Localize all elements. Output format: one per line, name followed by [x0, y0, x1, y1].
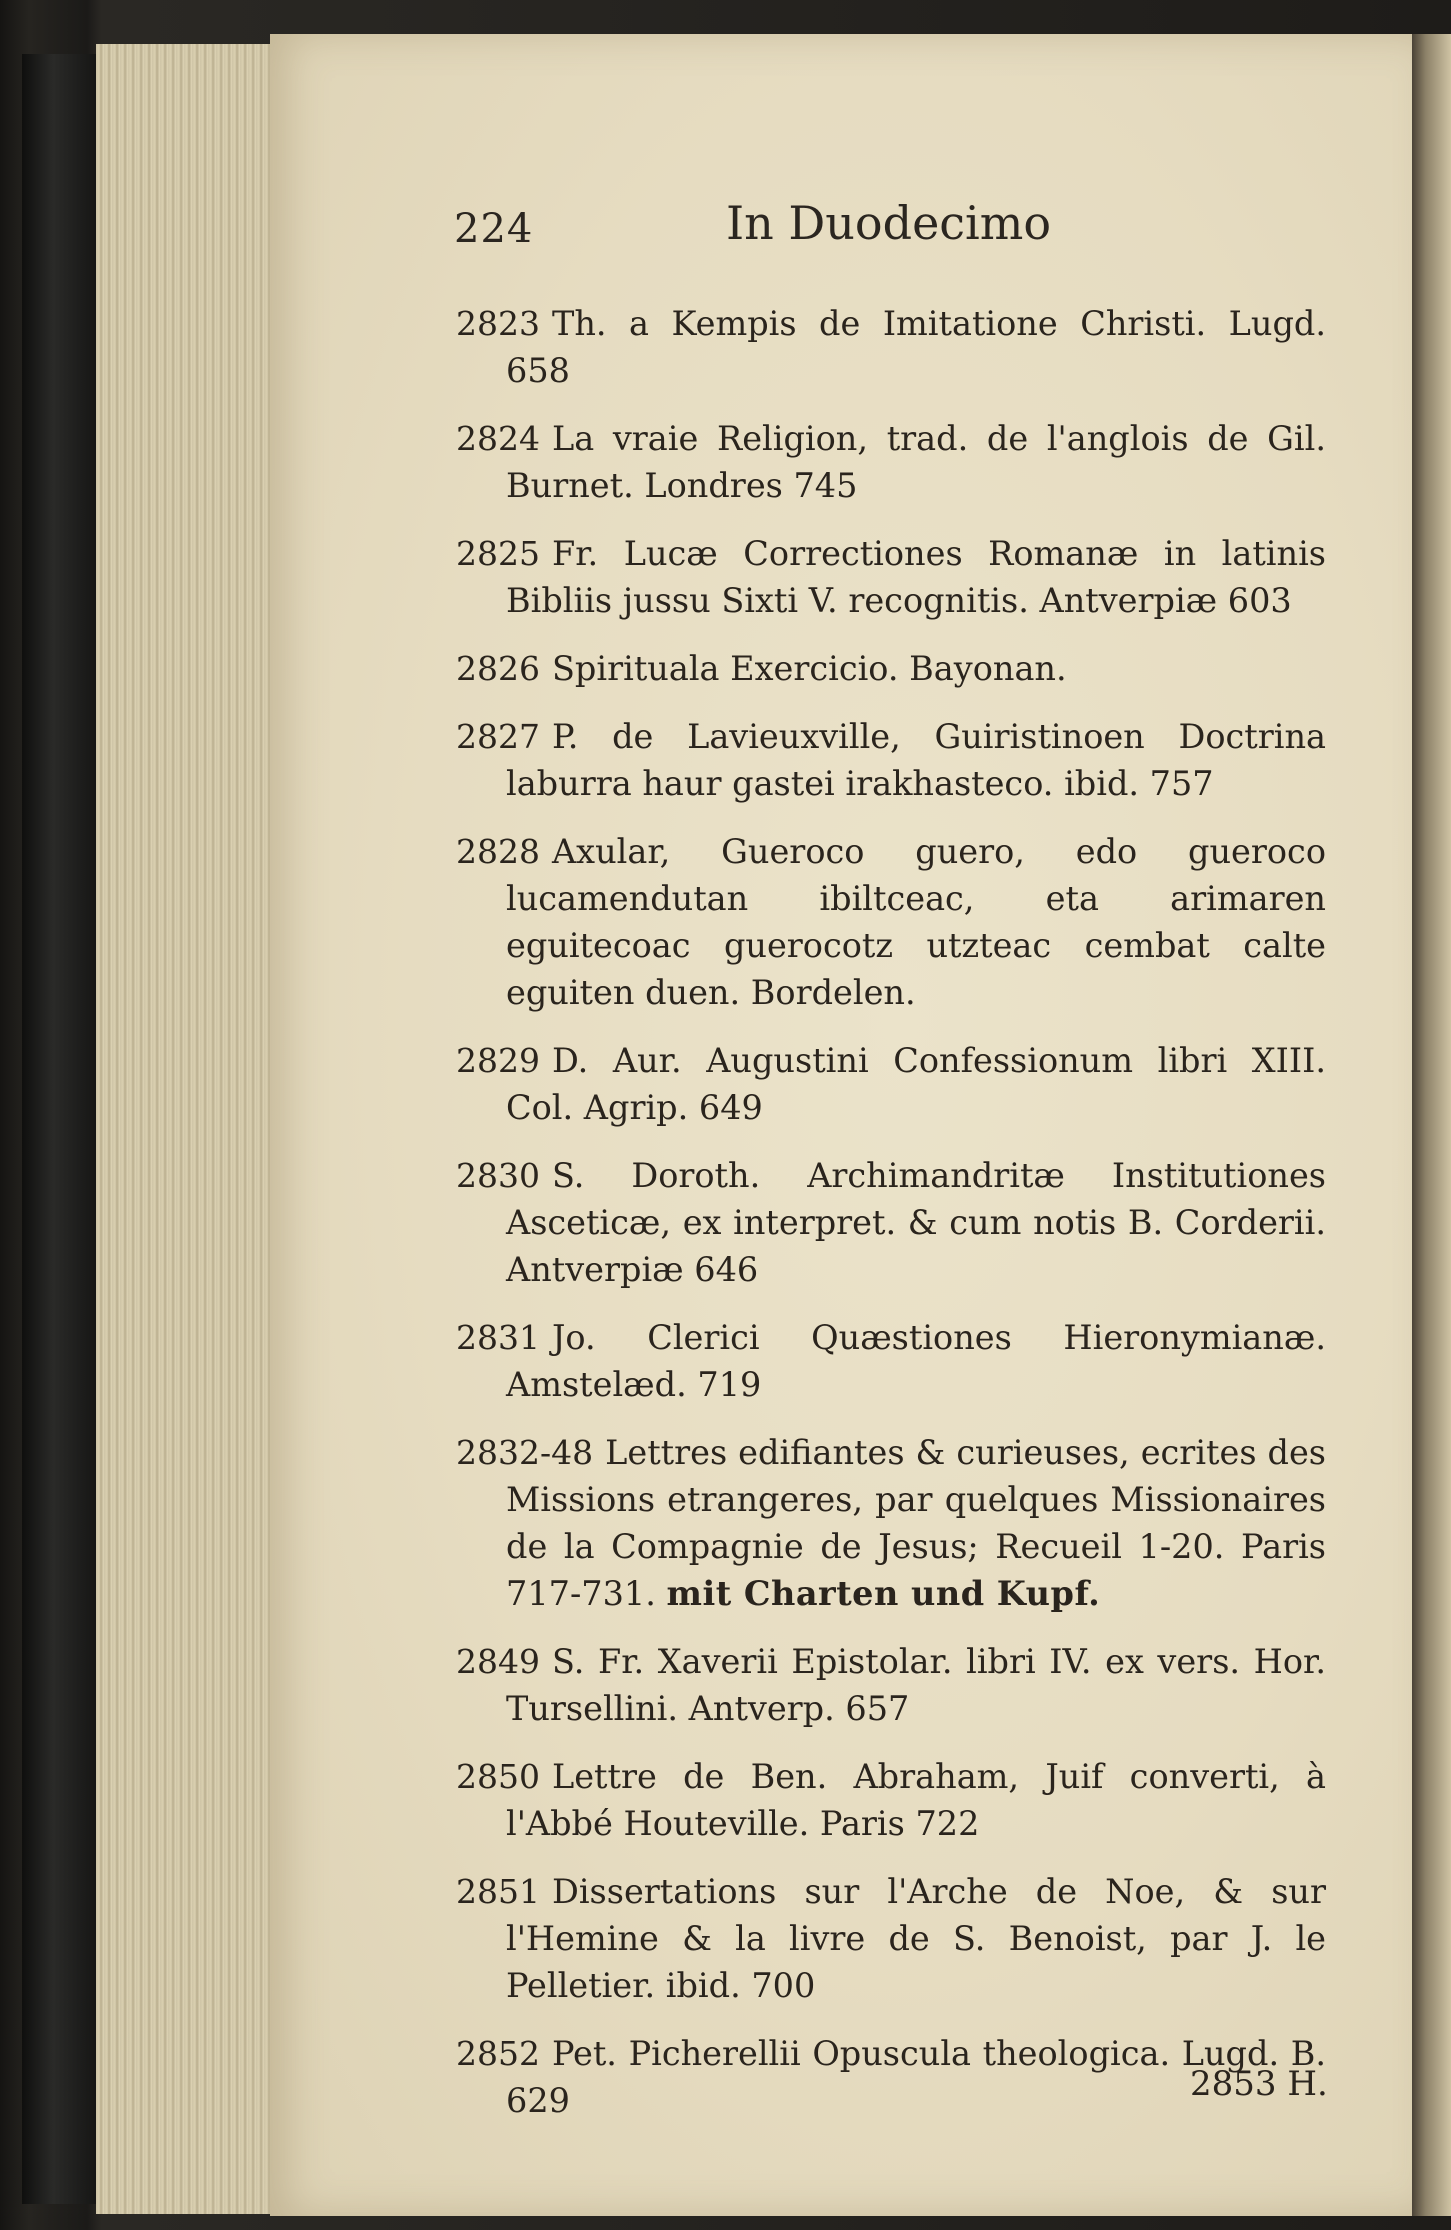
page-header	[454, 196, 1354, 266]
entry-text: P. de Lavieuxville, Guiristinoen Doctrina laburra haur gastei irakhasteco. ibid. 757	[506, 717, 1326, 803]
entry-text: D. Aur. Augustini Confessionum libri XIII. Col. Agrip. 649	[506, 1041, 1326, 1127]
catalog-entry	[456, 828, 1326, 1016]
page-number: 224	[454, 206, 534, 252]
catalog-entry	[456, 1314, 1326, 1408]
entry-number: 2831	[456, 1318, 540, 1357]
entry-text: Jo. Clerici Quæstiones Hieronymianæ. Amstelæd. 719	[506, 1318, 1326, 1404]
catalog-entry	[456, 1152, 1326, 1293]
entry-text: Dissertations sur l'Arche de Noe, & sur l'Hemine & la livre de S. Benoist, par J. le Pelletier. ibid. 700	[506, 1872, 1326, 2005]
page-stack-edge	[96, 44, 286, 2214]
book-cover-edge	[22, 54, 100, 2204]
entry-number: 2849	[456, 1642, 540, 1681]
catalog-entries	[456, 300, 1326, 2145]
entry-number: 2825	[456, 534, 540, 573]
entry-number: 2852	[456, 2034, 540, 2073]
catalog-entry	[456, 300, 1326, 394]
entry-number: 2851	[456, 1872, 540, 1911]
entry-number: 2826	[456, 649, 540, 688]
facing-page-edge	[1412, 34, 1451, 2216]
entry-number: 2824	[456, 419, 540, 458]
entry-number: 2830	[456, 1156, 540, 1195]
catalog-entry	[456, 1753, 1326, 1847]
entry-fraktur-note: mit Charten und Kupf.	[666, 1574, 1101, 1613]
entry-text: Lettre de Ben. Abraham, Juif converti, à l'Abbé Houteville. Paris 722	[506, 1757, 1326, 1843]
catalog-entry	[456, 530, 1326, 624]
entry-number: 2832-48	[456, 1433, 594, 1472]
entry-text: S. Fr. Xaverii Epistolar. libri IV. ex vers. Hor. Tursellini. Antverp. 657	[506, 1642, 1326, 1728]
entry-text: Pet. Picherellii Opuscula theologica. Lugd. B. 629	[506, 2034, 1326, 2120]
entry-text: La vraie Religion, trad. de l'anglois de Gil. Burnet. Londres 745	[506, 419, 1326, 505]
running-title: In Duodecimo	[726, 196, 1052, 250]
catalog-entry	[456, 415, 1326, 509]
entry-text: Axular, Gueroco guero, edo gueroco lucamendutan ibiltceac, eta arimaren eguitecoac guerocotz utzteac cembat calte eguiten duen. Bordelen.	[506, 832, 1326, 1012]
entry-number: 2829	[456, 1041, 540, 1080]
catalog-entry	[456, 1037, 1326, 1131]
entry-number: 2823	[456, 304, 540, 343]
entry-text: Spirituala Exercicio. Bayonan.	[551, 649, 1067, 688]
catchword: 2853 H.	[1190, 2064, 1328, 2104]
entry-text: S. Doroth. Archimandritæ Institutiones Asceticæ, ex interpret. & cum notis B. Corderii. Antverpiæ 646	[506, 1156, 1326, 1289]
catalog-entry	[456, 645, 1326, 692]
catalog-entry	[456, 1868, 1326, 2009]
catalog-entry	[456, 1638, 1326, 1732]
catalog-entry	[456, 713, 1326, 807]
entry-text: Th. a Kempis de Imitatione Christi. Lugd. 658	[506, 304, 1326, 390]
entry-number: 2827	[456, 717, 540, 756]
catalog-entry	[456, 1429, 1326, 1617]
entry-number: 2828	[456, 832, 540, 871]
entry-number: 2850	[456, 1757, 540, 1796]
entry-text: Fr. Lucæ Correctiones Romanæ in latinis Bibliis jussu Sixti V. recognitis. Antverpiæ 603	[506, 534, 1326, 620]
entry-text: Lettres edifiantes & curieuses, ecrites des Missions etrangeres, par quelques Missionaires de la Compagnie de Jesus; Recueil 1-20. Paris 717-731.	[506, 1433, 1326, 1613]
